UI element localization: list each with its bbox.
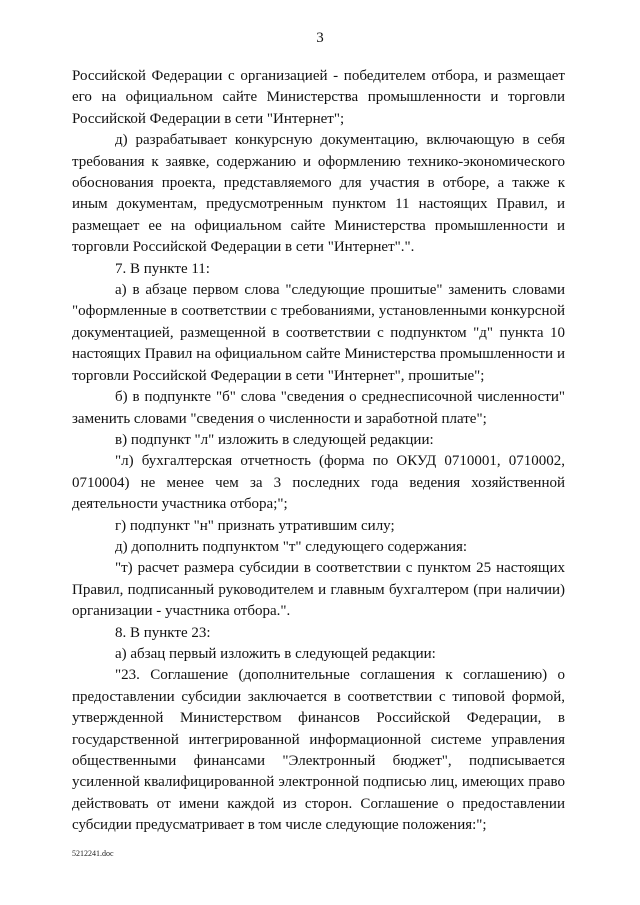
paragraph-subpoint-d: д) разрабатывает конкурсную документацию, включающую в себя требования к заявке, содержанию и оформлению технико-экономического обоснования проекта, представляемого для участия в отборе, а также к иным документам, предусмотренным пунктом 11 настоящих Правил, и размещает ее на официальном сайте Министерства промышленности и торговли Российской Федерации в сети "Интернет".". bbox=[72, 132, 565, 256]
document-footer-filename: 5212241.doc bbox=[72, 849, 114, 858]
paragraph-item-8-a: а) абзац первый изложить в следующей редакции: bbox=[115, 645, 436, 662]
paragraph-item-8: 8. В пункте 23: bbox=[115, 624, 211, 641]
document-body bbox=[72, 66, 565, 837]
paragraph-item-7-d: д) дополнить подпунктом "т" следующего содержания: bbox=[115, 538, 468, 555]
paragraph-item-7-a: а) в абзаце первом слова "следующие прошитые" заменить словами "оформленные в соответствии с требованиями, установленными конкурсной документацией, размещенной в соответствии с подпунктом "д" пункта 10 настоящих Правил на официальном сайте Министерства промышленности и торговли Российской Федерации в сети "Интернет", прошитые"; bbox=[72, 282, 565, 384]
paragraph-continuation: Российской Федерации с организацией - победителем отбора, и размещает его на официальном сайте Министерства промышленности и торговли Российской Федерации в сети "Интернет"; bbox=[72, 68, 565, 127]
paragraph-quote-t: "т) расчет размера субсидии в соответствии с пунктом 25 настоящих Правил, подписанный руководителем и главным бухгалтером (при наличии) организации - участника отбора.". bbox=[72, 560, 565, 620]
paragraph-item-7-g: г) подпункт "н" признать утратившим силу; bbox=[115, 517, 395, 534]
page-number: 3 bbox=[316, 30, 324, 46]
paragraph-item-7-v: в) подпункт "л" изложить в следующей редакции: bbox=[115, 431, 434, 448]
paragraph-quote-23: "23. Соглашение (дополнительные соглашения к соглашению) о предоставлении субсидии заключается в соответствии с типовой формой, утвержденной Министерством финансов Российской Федерации, в государственной интегрированной информационной системе управления общественными финансами "Электронный бюджет", подписывается усиленной квалифицированной электронной подписью лиц, имеющих право действовать от имени каждой из сторон. Соглашение о предоставлении субсидии предусматривает в том числе следующие положения:"; bbox=[72, 667, 565, 834]
paragraph-quote-l: "л) бухгалтерская отчетность (форма по ОКУД 0710001, 0710002, 0710004) не менее чем за 3 последних года ведения хозяйственной деятельности участника отбора;"; bbox=[72, 453, 565, 513]
paragraph-item-7: 7. В пункте 11: bbox=[115, 260, 210, 277]
paragraph-item-7-b: б) в подпункте "б" слова "сведения о среднесписочной численности" заменить словами "сведения о численности и заработной плате"; bbox=[72, 389, 565, 427]
